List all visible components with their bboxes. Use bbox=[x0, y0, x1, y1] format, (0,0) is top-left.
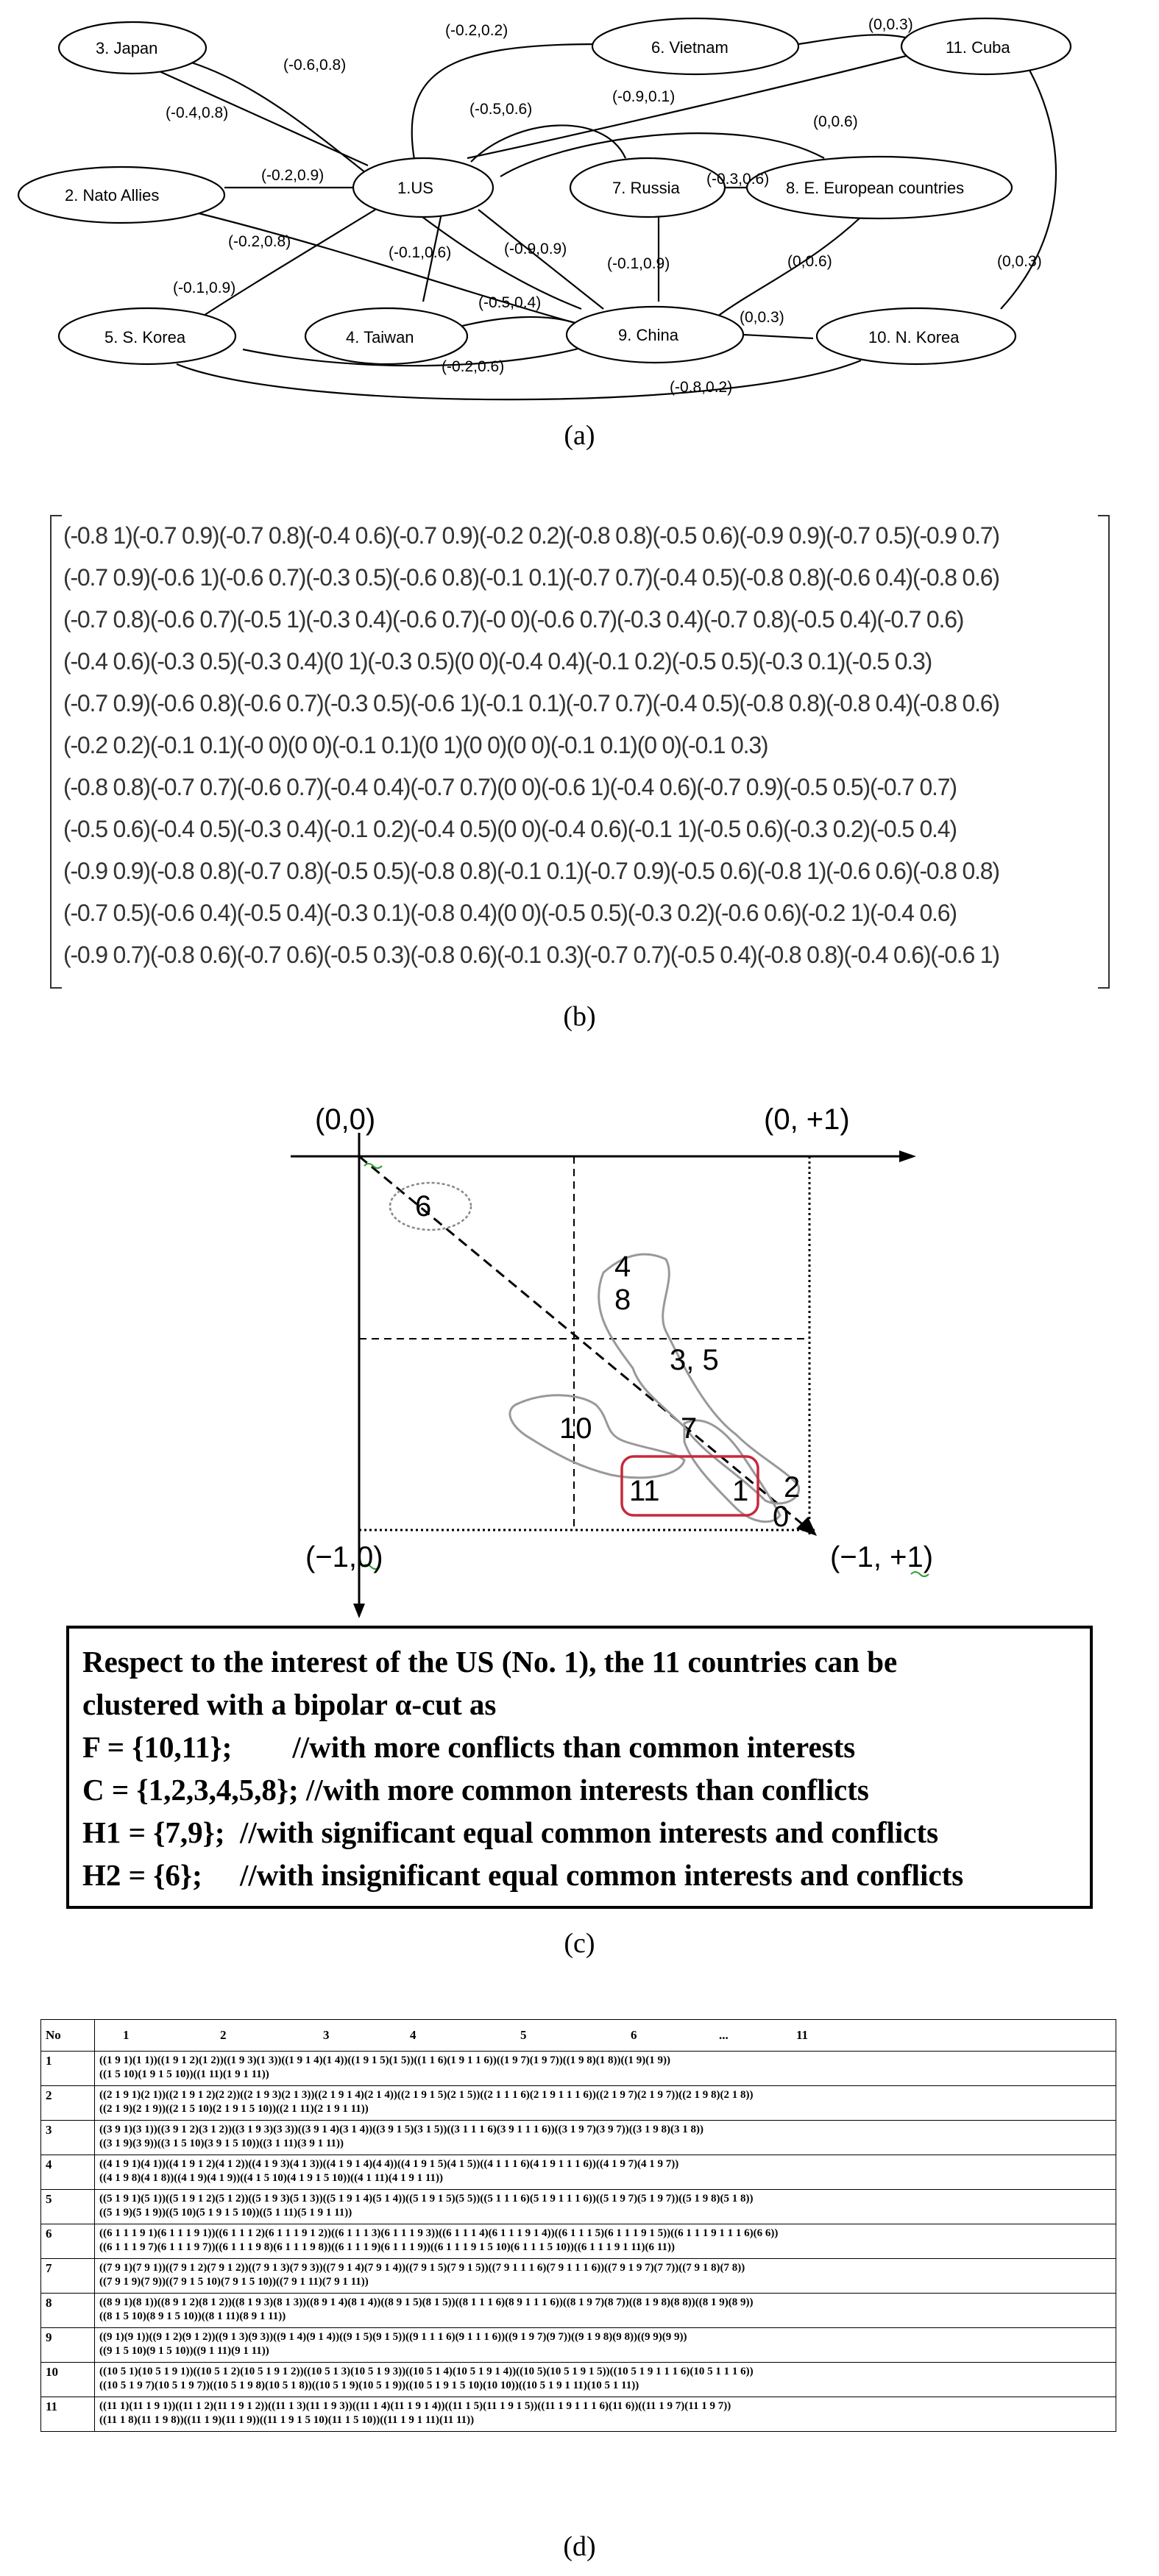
path-line: ((6 1 1 1 9 7)(6 1 1 1 9 7))((6 1 1 1 9 8)(6 1 1 1 9 8))((6 1 1 1 9)(6 1 1 1 9))((6 1 1 1 9 1 5 10)(6 1 1 1 5 10))((6 1 1 1 9 1 11)(6 11)) bbox=[99, 2241, 675, 2253]
row-paths bbox=[95, 2052, 1116, 2086]
bipolar-matrix bbox=[50, 515, 1110, 993]
row-number: 7 bbox=[41, 2259, 95, 2294]
edge-label: (0,0.3) bbox=[740, 309, 784, 326]
node-taiwan-label: 4. Taiwan bbox=[346, 328, 414, 346]
header-col: 1 bbox=[123, 2028, 130, 2042]
header-cols bbox=[95, 2020, 1116, 2052]
path-line: ((1 9 1)(1 1))((1 9 1 2)(1 2))((1 9 3)(1 3))((1 9 1 4)(1 4))((1 9 1 5)(1 5))((1 1 6)(1 9 1 1 6))((1 9 7)(1 9 7))((1 9 8)(1 8))((1 9)(1 9)) bbox=[99, 2054, 670, 2066]
caption-d: (d) bbox=[563, 2531, 596, 2562]
cluster-10-outline bbox=[510, 1395, 684, 1478]
edge-label: (-0.6,0.8) bbox=[283, 57, 347, 74]
node-cuba-label: 11. Cuba bbox=[946, 38, 1010, 57]
table-row bbox=[41, 2328, 1116, 2363]
edge-skorea-nkorea bbox=[177, 360, 861, 399]
header-col: 2 bbox=[220, 2028, 227, 2042]
node-russia-label: 7. Russia bbox=[612, 179, 680, 197]
row-number: 9 bbox=[41, 2328, 95, 2363]
edge-vietnam-cuba bbox=[798, 35, 916, 44]
bipolar-plot bbox=[0, 1089, 1159, 1618]
row-number: 4 bbox=[41, 2155, 95, 2190]
path-line: ((5 1 9 1)(5 1))((5 1 9 1 2)(5 1 2))((5 1 9 3)(5 1 3))((5 1 9 1 4)(5 1 4))((5 1 9 1 5)(5 5))((5 1 1 1 6)(5 1 9 1 1 1 6))((5 1 9 7)(5 1 9 7))((5 1 9 8)(5 1 8)) bbox=[99, 2193, 754, 2205]
row-number: 2 bbox=[41, 2086, 95, 2121]
edge-label: (-0.9,0.1) bbox=[612, 88, 676, 105]
edge-label: (-0.5,0.6) bbox=[469, 101, 533, 118]
table-row bbox=[41, 2155, 1116, 2190]
row-number: 1 bbox=[41, 2052, 95, 2086]
path-line: ((6 1 1 1 9 1)(6 1 1 1 9 1))((6 1 1 1 2)(6 1 1 1 9 1 2))((6 1 1 1 3)(6 1 1 1 9 3))((6 1 1 1 4)(6 1 1 1 9 1 4))((6 1 1 1 5)(6 1 1 1 9 1 5))((6 1 1 1 9 1 1 1 6)(6 6)) bbox=[99, 2227, 779, 2239]
row-paths bbox=[95, 2190, 1116, 2224]
edge-label: (-0.1,0.9) bbox=[607, 255, 670, 272]
path-line: ((2 1 9 1)(2 1))((2 1 9 1 2)(2 2))((2 1 9 3)(2 1 3))((2 1 9 1 4)(2 1 4))((2 1 9 1 5)(2 1 5))((2 1 1 1 6)(2 1 9 1 1 1 6))((2 1 9 7)(2 1 9 7))((2 1 9 8)(2 1 8)) bbox=[99, 2089, 754, 2101]
row-number: 3 bbox=[41, 2121, 95, 2155]
table-row bbox=[41, 2052, 1116, 2086]
node-nato-label: 2. Nato Allies bbox=[65, 186, 160, 204]
row-number: 10 bbox=[41, 2363, 95, 2397]
row-paths bbox=[95, 2121, 1116, 2155]
path-line: ((1 5 10)(1 9 1 5 10))((1 11)(1 9 1 11)) bbox=[99, 2068, 269, 2080]
table-row bbox=[41, 2259, 1116, 2294]
row-paths bbox=[95, 2224, 1116, 2259]
path-line: ((10 5 1 9 7)(10 5 1 9 7))((10 5 1 9 8)(10 5 1 8))((10 5 1 9)(10 5 1 9))((10 5 1 9 1 5 10)(10 10))((10 5 1 9 1 11)(10 5 1 11)) bbox=[99, 2380, 639, 2391]
node-japan-label: 3. Japan bbox=[96, 39, 158, 57]
path-line: ((11 1 8)(11 1 9 8))((11 1 9)(11 1 9))((11 1 9 1 5 10)(11 1 5 10))((11 1 9 1 11)(11 11)) bbox=[99, 2414, 475, 2426]
table-row bbox=[41, 2294, 1116, 2328]
cluster-line: clustered with a bipolar α-cut as bbox=[82, 1687, 497, 1721]
path-line: ((2 1 9)(2 1 9))((2 1 5 10)(2 1 9 1 5 10))((2 1 11)(2 1 9 1 11)) bbox=[99, 2103, 369, 2115]
matrix-row: (-0.9 0.9)(-0.8 0.8)(-0.7 0.8)(-0.5 0.5)(-0.8 0.8)(-0.1 0.1)(-0.7 0.9)(-0.5 0.6)(-0.8 1)(-0.6 0.6)(-0.8 0.8) bbox=[63, 858, 999, 884]
point-label-10: 10 bbox=[559, 1412, 592, 1445]
path-line: ((10 5 1)(10 5 1 9 1))((10 5 1 2)(10 5 1 9 1 2))((10 5 1 3)(10 5 1 9 3))((10 5 1 4)(10 5 1 9 1 4))((10 5)(10 5 1 9 1 5))((10 5 1 9 1 1 1 6)(10 5 1 1 1 6)) bbox=[99, 2366, 754, 2377]
matrix-row: (-0.7 0.5)(-0.6 0.4)(-0.5 0.4)(-0.3 0.1)(-0.8 0.4)(0 0)(-0.5 0.5)(-0.3 0.2)(-0.6 0.6)(-0.2 1)(-0.4 0.6) bbox=[63, 900, 957, 926]
point-label-4: 4 bbox=[614, 1250, 631, 1283]
path-line: ((9 1 5 10)(9 1 5 10))((9 1 11)(9 1 11)) bbox=[99, 2345, 269, 2357]
node-us-label: 1.US bbox=[397, 179, 433, 197]
table-row bbox=[41, 2121, 1116, 2155]
top-axis-arrow bbox=[899, 1150, 916, 1162]
point-label-3-5: 3, 5 bbox=[670, 1344, 719, 1376]
row-paths bbox=[95, 2397, 1116, 2432]
cluster-line: H2 = {6}; //with insignificant equal common interests and conflicts bbox=[82, 1858, 964, 1892]
row-paths bbox=[95, 2363, 1116, 2397]
matrix-row: (-0.7 0.9)(-0.6 1)(-0.6 0.7)(-0.3 0.5)(-0.6 0.8)(-0.1 0.1)(-0.7 0.7)(-0.4 0.5)(-0.8 0.8)(-0.6 0.4)(-0.8 0.6) bbox=[63, 564, 999, 591]
edge-label: (-0.2,0.9) bbox=[261, 167, 325, 184]
header-no: No bbox=[41, 2020, 95, 2052]
path-line: ((8 1 5 10)(8 9 1 5 10))((8 1 11)(8 9 1 11)) bbox=[99, 2310, 286, 2322]
caption-a: (a) bbox=[564, 420, 595, 451]
path-line: ((4 1 9 8)(4 1 8))((4 1 9)(4 1 9))((4 1 5 10)(4 1 9 1 5 10))((4 1 11)(4 1 9 1 11)) bbox=[99, 2172, 443, 2184]
matrix-row: (-0.8 0.8)(-0.7 0.7)(-0.6 0.7)(-0.4 0.4)(-0.7 0.7)(0 0)(-0.6 1)(-0.4 0.6)(-0.7 0.9)(-0.5 0.5)(-0.7 0.7) bbox=[63, 774, 957, 800]
header-col: ... bbox=[719, 2028, 729, 2042]
header-col: 4 bbox=[410, 2028, 417, 2042]
node-skorea-label: 5. S. Korea bbox=[104, 328, 186, 346]
row-paths bbox=[95, 2294, 1116, 2328]
cluster-line: Respect to the interest of the US (No. 1), the 11 countries can be bbox=[82, 1645, 898, 1679]
matrix-row: (-0.7 0.8)(-0.6 0.7)(-0.5 1)(-0.3 0.4)(-0.6 0.7)(-0 0)(-0.6 0.7)(-0.3 0.4)(-0.7 0.8)(-0.5 0.4)(-0.7 0.6) bbox=[63, 606, 964, 633]
point-label-1: 1 bbox=[732, 1475, 749, 1507]
edge-label: (-0.2,0.2) bbox=[445, 22, 508, 39]
path-line: ((4 1 9 1)(4 1))((4 1 9 1 2)(4 1 2))((4 1 9 3)(4 1 3))((4 1 9 1 4)(4 4))((4 1 9 1 5)(4 1 5))((4 1 1 1 6)(4 1 9 1 1 1 6))((4 1 9 7)(4 1 9 7)) bbox=[99, 2158, 679, 2170]
cluster-description bbox=[66, 1626, 1093, 1909]
path-line: ((9 1)(9 1))((9 1 2)(9 1 2))((9 1 3)(9 3))((9 1 4)(9 1 4))((9 1 5)(9 1 5))((9 1 1 1 6)(9 1 1 1 6))((9 1 9 7)(9 7))((9 1 9 8)(9 8))((9 9)(9 9)) bbox=[99, 2331, 687, 2343]
caption-b: (b) bbox=[563, 1001, 596, 1032]
edge-label: (0,0.3) bbox=[868, 16, 913, 33]
header-col: 6 bbox=[631, 2028, 637, 2042]
path-line: ((8 9 1)(8 1))((8 9 1 2)(8 1 2))((8 1 9 3)(8 1 3))((8 9 1 4)(8 1 4))((8 9 1 5)(8 1 5))((8 1 1 1 6)(8 9 1 1 1 6))((8 1 9 7)(8 7))((8 1 9 8)(8 8))((8 1 9)(8 9)) bbox=[99, 2296, 754, 2308]
cluster-line: H1 = {7,9}; //with significant equal common interests and conflicts bbox=[82, 1815, 939, 1849]
matrix-right-bracket bbox=[1098, 515, 1110, 989]
edge-label: (0,0.3) bbox=[997, 253, 1042, 270]
edge-china-nkorea bbox=[743, 335, 813, 338]
row-number: 11 bbox=[41, 2397, 95, 2432]
point-label-6: 6 bbox=[415, 1190, 432, 1223]
path-line: ((3 9 1)(3 1))((3 9 1 2)(3 1 2))((3 1 9 3)(3 3))((3 9 1 4)(3 1 4))((3 9 1 5)(3 1 5))((3 1 1 1 6)(3 9 1 1 1 6))((3 1 9 7)(3 9 7))((3 1 9 8)(3 1 8)) bbox=[99, 2124, 704, 2135]
matrix-left-bracket bbox=[50, 515, 62, 989]
matrix-row: (-0.8 1)(-0.7 0.9)(-0.7 0.8)(-0.4 0.6)(-0.7 0.9)(-0.2 0.2)(-0.8 0.8)(-0.5 0.6)(-0.9 0.9)(-0.7 0.5)(-0.9 0.7) bbox=[63, 522, 999, 549]
row-number: 8 bbox=[41, 2294, 95, 2328]
edge-label: (-0.1,0.6) bbox=[389, 244, 452, 261]
edge-label: (-0.1,0.9) bbox=[173, 280, 236, 296]
path-line: ((5 1 9)(5 1 9))((5 10)(5 1 9 1 5 10))((5 1 11)(5 1 9 1 11)) bbox=[99, 2207, 352, 2219]
row-number: 5 bbox=[41, 2190, 95, 2224]
matrix-row: (-0.7 0.9)(-0.6 0.8)(-0.6 0.7)(-0.3 0.5)(-0.6 1)(-0.1 0.1)(-0.7 0.7)(-0.4 0.5)(-0.8 0.8)(-0.8 0.4)(-0.8 0.6) bbox=[63, 690, 999, 716]
caption-c: (c) bbox=[564, 1928, 595, 1959]
conflict-graph bbox=[0, 0, 1159, 412]
corner-top-left: (0,0) bbox=[315, 1103, 376, 1136]
path-line: ((7 9 1)(7 9 1))((7 9 1 2)(7 9 1 2))((7 9 1 3)(7 9 3))((7 9 1 4)(7 9 1 4))((7 9 1 5)(7 9 1 5))((7 9 1 1 1 6)(7 9 1 1 1 6))((7 9 1 9 7)(7 7))((7 9 1 8)(7 8)) bbox=[99, 2262, 745, 2274]
edge-label: (-0.5,0.4) bbox=[478, 294, 542, 311]
row-paths bbox=[95, 2086, 1116, 2121]
edge-label: (-0.8,0.2) bbox=[670, 379, 733, 396]
row-paths bbox=[95, 2328, 1116, 2363]
matrix-row: (-0.5 0.6)(-0.4 0.5)(-0.3 0.4)(-0.1 0.2)(-0.4 0.5)(0 0)(-0.4 0.6)(-0.1 1)(-0.5 0.6)(-0.3 0.2)(-0.5 0.4) bbox=[63, 816, 957, 842]
point-label-11: 11 bbox=[629, 1475, 660, 1507]
point-label-2: 2 bbox=[784, 1471, 801, 1504]
corner-bottom-left: (−1,0) bbox=[305, 1541, 383, 1573]
matrix-row: (-0.4 0.6)(-0.3 0.5)(-0.3 0.4)(0 1)(-0.3 0.5)(0 0)(-0.4 0.4)(-0.1 0.2)(-0.5 0.5)(-0.3 0.1)(-0.5 0.3) bbox=[63, 648, 932, 675]
path-line: ((11 1)(11 1 9 1))((11 1 2)(11 1 9 1 2))((11 1 3)(11 1 9 3))((11 1 4)(11 1 9 1 4))((11 1 5)(11 1 9 1 5))((11 1 9 1 1 1 6)(11 6))((11 1 9 7)(11 1 9 7)) bbox=[99, 2400, 731, 2412]
corner-bottom-right: (−1, +1) bbox=[830, 1541, 934, 1573]
table-row bbox=[41, 2397, 1116, 2432]
edge-taiwan-china bbox=[456, 317, 578, 327]
row-paths bbox=[95, 2259, 1116, 2294]
edge-label: (-0.3,0.6) bbox=[706, 171, 770, 188]
node-china-label: 9. China bbox=[618, 326, 678, 344]
table-row bbox=[41, 2190, 1116, 2224]
point-label-0: 0 bbox=[773, 1501, 790, 1533]
point-label-8: 8 bbox=[614, 1284, 631, 1316]
cluster-line: F = {10,11}; //with more conflicts than common interests bbox=[82, 1730, 856, 1764]
path-line: ((3 1 9)(3 9))((3 1 5 10)(3 9 1 5 10))((3 1 11)(3 9 1 11)) bbox=[99, 2138, 344, 2149]
edge-us-skorea bbox=[191, 210, 375, 324]
table-row bbox=[41, 2086, 1116, 2121]
cluster-line: C = {1,2,3,4,5,8}; //with more common interests than conflicts bbox=[82, 1773, 869, 1807]
node-vietnam-label: 6. Vietnam bbox=[651, 38, 729, 57]
path-table bbox=[40, 2019, 1116, 2432]
header-col: 11 bbox=[796, 2028, 809, 2042]
header-col: 3 bbox=[323, 2028, 330, 2042]
node-eeurope-label: 8. E. European countries bbox=[786, 179, 965, 197]
matrix-row: (-0.9 0.7)(-0.8 0.6)(-0.7 0.6)(-0.5 0.3)(-0.8 0.6)(-0.1 0.3)(-0.7 0.7)(-0.5 0.4)(-0.8 0.8)(-0.4 0.6)(-0.6 1) bbox=[63, 942, 999, 968]
edge-label: (-0.9,0.9) bbox=[504, 241, 567, 257]
path-line: ((7 9 1 9)(7 9))((7 9 1 5 10)(7 9 1 5 10))((7 9 1 11)(7 9 1 11)) bbox=[99, 2276, 369, 2288]
header-col: 5 bbox=[520, 2028, 527, 2042]
corner-top-right: (0, +1) bbox=[764, 1103, 850, 1136]
table-row bbox=[41, 2363, 1116, 2397]
matrix-row: (-0.2 0.2)(-0.1 0.1)(-0 0)(0 0)(-0.1 0.1)(0 1)(0 0)(0 0)(-0.1 0.1)(0 0)(-0.1 0.3) bbox=[63, 732, 768, 758]
corner-arrow bbox=[796, 1517, 817, 1536]
row-paths bbox=[95, 2155, 1116, 2190]
node-nkorea-label: 10. N. Korea bbox=[868, 328, 960, 346]
table-row bbox=[41, 2224, 1116, 2259]
edge-label: (-0.4,0.8) bbox=[166, 104, 229, 121]
edge-label: (0,0.6) bbox=[813, 113, 858, 130]
row-number: 6 bbox=[41, 2224, 95, 2259]
edge-label: (-0.2,0.8) bbox=[228, 233, 291, 250]
point-label-7: 7 bbox=[681, 1412, 698, 1445]
edge-label: (0,0.6) bbox=[787, 253, 832, 270]
edge-label: (-0.2,0.6) bbox=[442, 358, 505, 375]
table-header-row bbox=[41, 2020, 1116, 2052]
left-axis-arrow bbox=[353, 1604, 365, 1618]
